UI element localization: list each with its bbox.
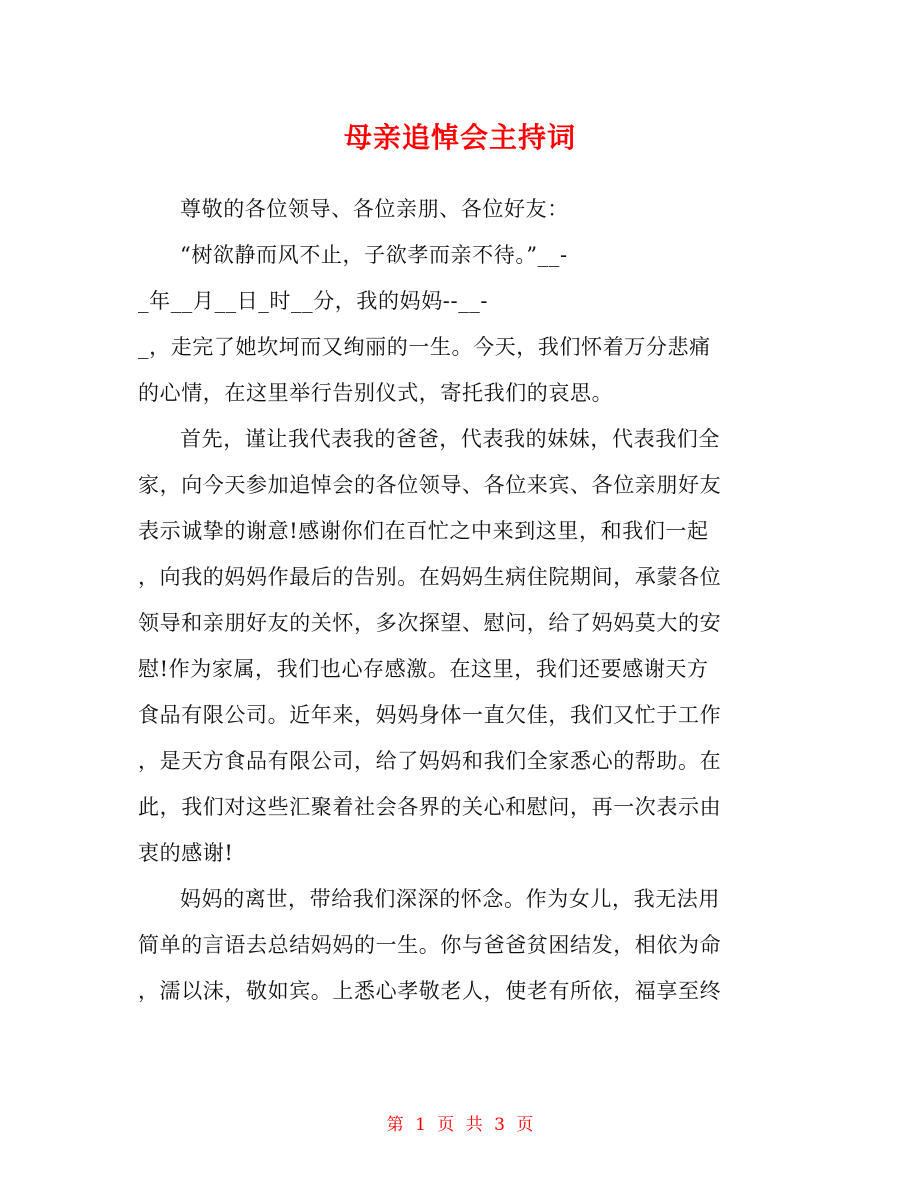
body-line: 慰!作为家属，我们也心存感激。在这里，我们还要感谢天方 (138, 657, 709, 681)
body-line: 食品有限公司。近年来，妈妈身体一直欠佳，我们又忙于工作 (138, 703, 722, 727)
body-line: 妈妈的离世，带给我们深深的怀念。作为女儿，我无法用 (180, 887, 720, 911)
body-line: 简单的言语去总结妈妈的一生。你与爸爸贫困结发，相依为命 (138, 933, 722, 957)
body-line: _，走完了她坎坷而又绚丽的一生。今天，我们怀着万分悲痛 (138, 335, 711, 359)
body-line: ，濡以沫，敬如宾。上悉心孝敬老人，使老有所依，福享至终 (138, 979, 722, 1003)
document-title: 母亲追悼会主持词 (343, 121, 576, 154)
body-line: “树欲静而风不止，子欲孝而亲不待。”__- (180, 243, 568, 267)
page-number-footer: 第 1 页 共 3 页 (386, 1115, 534, 1135)
body-line: 此，我们对这些汇聚着社会各界的关心和慰问，再一次表示由 (138, 795, 722, 819)
salutation-line: 尊敬的各位领导、各位亲朋、各位好友： (180, 197, 569, 221)
body-line: 衷的感谢! (138, 841, 234, 865)
body-line: 表示诚挚的谢意!感谢你们在百忙之中来到这里，和我们一起 (138, 519, 709, 543)
body-line: ，向我的妈妈作最后的告别。在妈妈生病住院期间，承蒙各位 (138, 565, 722, 589)
body-line: _年__月__日_时__分，我的妈妈--__- (138, 289, 489, 313)
document-body (138, 186, 788, 1014)
body-line: 家，向今天参加追悼会的各位领导、各位来宾、各位亲朋好友 (138, 473, 722, 497)
body-line: 首先，谨让我代表我的爸爸，代表我的妹妹，代表我们全 (180, 427, 720, 451)
body-line: ，是天方食品有限公司，给了妈妈和我们全家悉心的帮助。在 (138, 749, 722, 773)
body-line: 领导和亲朋好友的关怀，多次探望、慰问，给了妈妈莫大的安 (138, 611, 722, 635)
body-line: 的心情，在这里举行告别仪式，寄托我们的哀思。 (138, 381, 614, 405)
